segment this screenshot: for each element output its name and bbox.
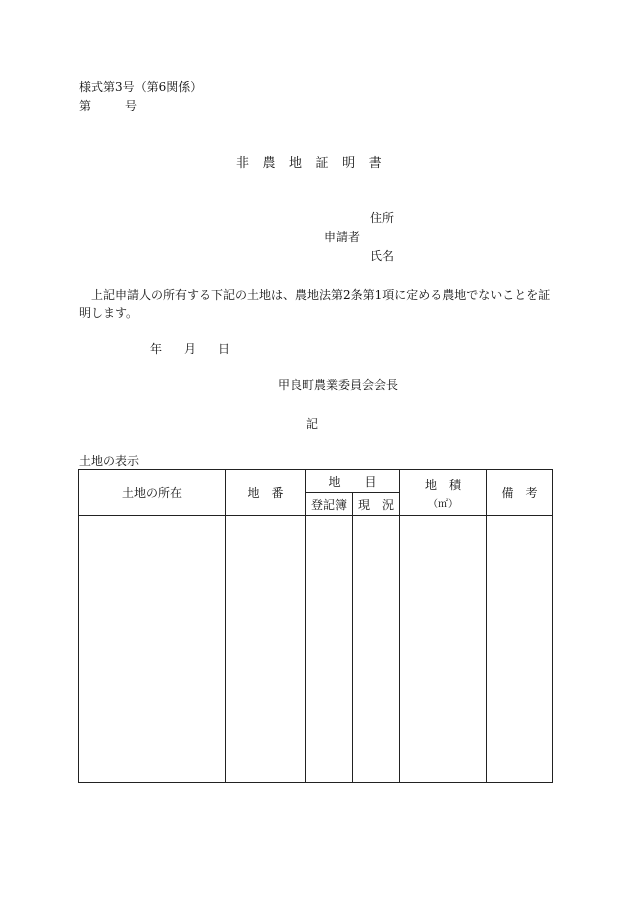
remarks-cell[interactable] — [487, 516, 553, 783]
title-char: 明 — [342, 156, 356, 171]
title-char: 書 — [368, 156, 382, 171]
header-location: 土地の所在 — [79, 470, 226, 516]
date-line — [150, 343, 252, 355]
header-area — [400, 470, 487, 516]
issuer-title: 甲良町農業委員会会長 — [278, 378, 399, 392]
document-number-suffix: 号 — [125, 99, 138, 113]
header-lot-number: 地 番 — [226, 470, 306, 516]
document-number-prefix: 第 — [79, 99, 92, 113]
year-label: 年 — [150, 342, 163, 356]
form-number: 様式第3号（第6関係） — [79, 80, 203, 94]
land-table — [78, 469, 553, 783]
header-current: 現 況 — [353, 493, 400, 516]
header-registry: 登記簿 — [306, 493, 353, 516]
title-char: 地 — [289, 156, 303, 171]
title-char: 証 — [315, 156, 329, 171]
applicant-label: 申請者 — [324, 230, 361, 244]
title-char: 農 — [262, 156, 276, 171]
address-label: 住所 — [370, 211, 395, 225]
current-cell[interactable] — [353, 516, 400, 783]
title-char: 非 — [236, 156, 250, 171]
header-area-label: 地 積 — [425, 477, 462, 492]
name-label: 氏名 — [370, 249, 395, 263]
lot-number-cell[interactable] — [226, 516, 306, 783]
land-section-heading: 土地の表示 — [79, 454, 140, 468]
area-cell[interactable] — [400, 516, 487, 783]
header-remarks: 備 考 — [487, 470, 553, 516]
header-area-unit: （㎡） — [428, 498, 459, 510]
header-land-category: 地 目 — [306, 470, 400, 493]
ki-label: 記 — [306, 417, 319, 431]
day-label: 日 — [218, 342, 231, 356]
registry-cell[interactable] — [306, 516, 353, 783]
month-label: 月 — [184, 342, 197, 356]
document-title — [236, 157, 395, 170]
certification-text: 上記申請人の所有する下記の土地は、農地法第2条第1項に定める農地でないことを証明します。 — [79, 288, 551, 320]
location-cell[interactable] — [79, 516, 226, 783]
